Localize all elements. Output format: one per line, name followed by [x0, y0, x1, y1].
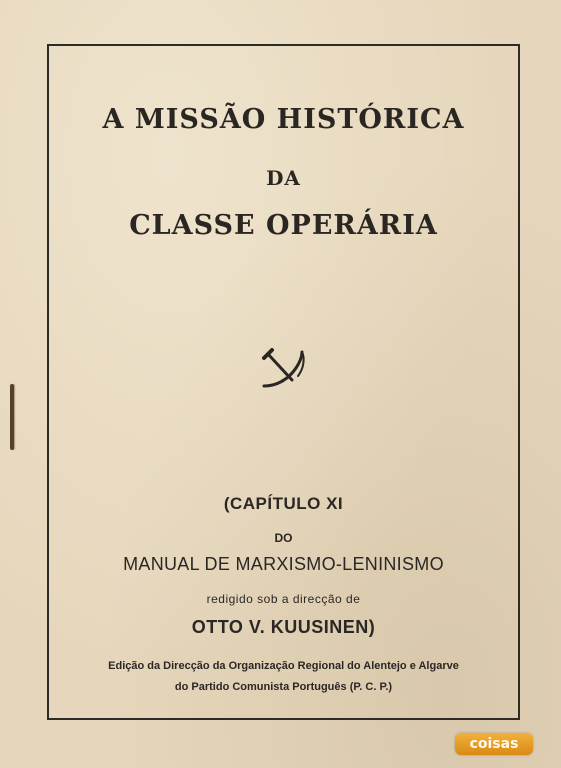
subtitle-manual: MANUAL DE MARXISMO-LENINISMO [123, 554, 444, 574]
hammer-sickle-icon [258, 346, 310, 394]
subtitle-author: OTTO V. KUUSINEN) [191, 617, 376, 637]
staple [10, 384, 14, 450]
publisher-line-1: Edição da Direcção da Organização Regional do Alentejo e Algarve [108, 660, 459, 672]
subtitle-chapter: (CAPÍTULO XI [223, 494, 344, 513]
publisher-line-2: do Partido Comunista Português (P. C. P.) [174, 681, 393, 693]
watermark-logo: coisas [455, 733, 533, 755]
title-line-2: DA [266, 166, 301, 190]
title-line-3: CLASSE OPERÁRIA [129, 210, 438, 241]
title-line-1: A MISSÃO HISTÓRICA [102, 104, 465, 135]
subtitle-do: DO [274, 531, 293, 545]
subtitle-edited-by: redigido sob a direcção de [206, 592, 361, 606]
